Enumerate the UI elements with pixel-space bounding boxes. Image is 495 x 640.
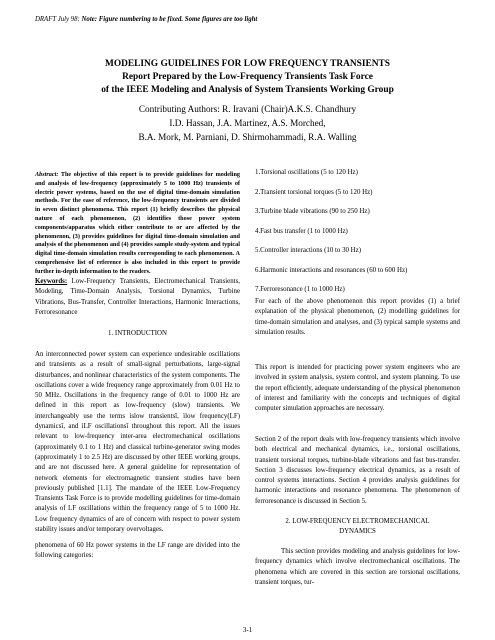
- list-item: 4.Fast bus transfer (1 to 1000 Hz): [255, 227, 348, 235]
- abstract-label: Abstract:: [35, 171, 59, 178]
- draft-header: [35, 16, 257, 23]
- right-paragraph-3: Section 2 of the report deals with low-frequency transients which involve both electrical and mechanical dynamics, i.e., torsional oscillations, transient torsional torques, turbine-blade vibrations and fast bus-transfer. Section 3 discusses low-frequency electrical dynamics, as a result of control systems interactions. Section 4 provides analysis guidelines for harmonic interactions and resonance phenomena. The phenomenon of ferroresonance is discussed in Section 5.: [255, 436, 460, 505]
- page-number: 3-1: [242, 626, 253, 634]
- abstract-text: The objective of this report is to provide guidelines for modeling and analysis of low-frequency (approximately 5 to 1000 Hz) transients of electric power systems, based on the use of digital time-domain simulation methods. For the ease of reference, the low-frequency transients are divided in seven distinct phenomena. This report (1) briefly describes the physical nature of each phenomenon, (2) identifies those power system components/apparatus which either contribute to or are affected by the phenomenon, (3) provides guidelines for digital time-domain simulation and analysis of the phenomenon and (4) provides sample study-system and typical digital time-domain simulation results corresponding to each phenomenon. A comprehensive list of reference is also included in this report to provide further in-depth information to the readers.: [35, 171, 240, 275]
- right-paragraph-2: This report is intended for practicing power system engineers who are involved in system analysis, system control, and system planning. To use the report efficiently, adequate understanding of the physical phenomenon of interest and familiarity with the concepts and techniques of digital computer simulation approaches are necessary.: [255, 364, 460, 413]
- author-line-2: I.D. Hassan, J.A. Martinez, A.S. Morched,: [169, 118, 326, 128]
- list-item: 3.Turbine blade vibrations (90 to 250 Hz): [255, 208, 370, 215]
- list-item: 5.Controller interactions (10 to 30 Hz): [255, 247, 362, 254]
- list-item: 2.Transient torsional torques (5 to 120 Hz): [255, 188, 373, 196]
- section-2-heading: [255, 517, 460, 537]
- category-list: [255, 168, 460, 305]
- abstract: [35, 171, 240, 277]
- section-2-heading-line-2: DYNAMICS: [339, 528, 376, 535]
- title-line-2: Report Prepared by the Low-Frequency Transients Task Force: [122, 72, 373, 82]
- draft-label: DRAFT July 98:: [35, 16, 80, 23]
- list-item: 1.Torsional oscillations (5 to 120 Hz): [255, 169, 358, 176]
- section-1-heading: 1. INTRODUCTION: [108, 330, 167, 337]
- draft-note: Note: Figure numbering to be fixed. Some figures are too light: [81, 16, 258, 23]
- section-2-heading-line-1: 2. LOW-FREQUENCY ELECTROMECHANICAL: [285, 518, 430, 525]
- paper-title: [0, 58, 495, 97]
- author-line-3: B.A. Mork, M. Parniani, D. Shirmohammadi, R.A. Walling: [138, 132, 357, 142]
- title-line-1: MODELING GUIDELINES FOR LOW FREQUENCY TRANSIENTS: [104, 59, 391, 69]
- author-list: [0, 102, 495, 144]
- list-item: 7.Ferroresonance (1 to 1000 Hz): [255, 286, 345, 293]
- right-paragraph-4: [255, 547, 460, 588]
- section-2-paragraph: This section provides modeling and analysis guidelines for low-frequency dynamics which involve electromechanical oscillations. The phenomena which are covered in this section are torsional oscillations, transient torques, tur-: [255, 548, 460, 586]
- author-line-1: Contributing Authors: R. Iravani (Chair)A.K.S. Chandhury: [138, 104, 357, 114]
- keywords-label: Keywords:: [35, 278, 68, 285]
- keywords-text: Low-Frequency Transients, Electromechanical Transients, Modeling, Time-Domain Analysis, Torsional Dynamics, Turbine Vibrations, Bus-Transfer, Controller Interactions, Harmonic Interactions, Ferroresonance: [35, 278, 240, 316]
- right-paragraph-1: For each of the above phenomenon this report provides (1) a brief explanation of the physical phenomenon, (2) modelling guidelines for time-domain simulation and analyses, and (3) typical sample systems and simulation results.: [255, 298, 460, 336]
- title-line-3: of the IEEE Modeling and Analysis of System Transients Working Group: [101, 85, 394, 95]
- list-item: 6.Harmonic interactions and resonances (60 to 600 Hz): [255, 266, 408, 274]
- keywords: [35, 277, 240, 318]
- intro-paragraph-1: An interconnected power system can experience undesirable oscillations and transients as a result of small-signal perturbations, large-signal disturbances, and nonlinear characteristics of the system components. The oscillations cover a wide frequency range approximately from 0.01 Hz to 50 MHz. Oscillations in the frequency range of 0.01 to 1000 Hz are defined in this report as low-frequency (slow) transients. We interchangeably use the terms ìslow transientsî, ìlow frequency(LF) dynamicsî, and ìLF oscillationsî throughout this report. All the issues relevant to low-frequency inter-area electromechanical oscillations (approximately 0.1 to 1 Hz) and classical turbine-generator swing modes (approximately 1 to 2.5 Hz) are discussed by other IEEE working groups, and are not discussed here. A general guideline for representation of network elements for electromagnetic transient studies have been previously published [1.1]. The mandate of the IEEE Low-Frequency Transients Task Force is to provide modelling guidelines for time-domain analysis of LF oscillations within the frequency range of 5 to 1000 Hz. Low frequency dynamics of are of concern with respect to power system stability issues and/or temporary overvoltages.: [35, 351, 240, 534]
- intro-paragraph-2: phenomena of 60 Hz power systems in the LF range are divided into the following categories:: [35, 542, 240, 560]
